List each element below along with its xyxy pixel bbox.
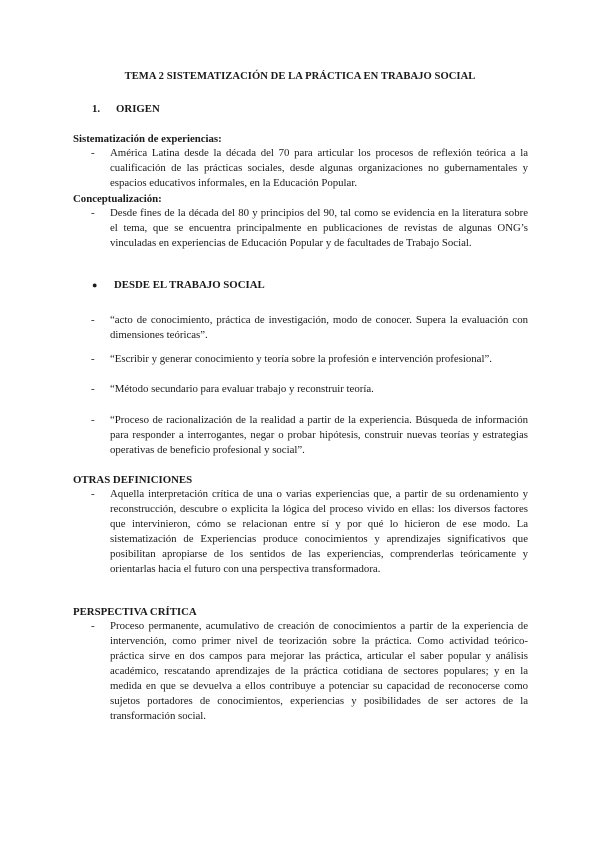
item-text: “Proceso de racionalización de la realidad a partir de la experiencia. Búsqueda de información para responder a interrogantes, negar o probar hipótesis, construir nuevas teorías y estrategias operativas de beneficio profesional y social”. bbox=[110, 414, 528, 456]
heading-otras-definiciones: OTRAS DEFINICIONES bbox=[73, 474, 193, 486]
heading-label: DESDE EL TRABAJO SOCIAL bbox=[114, 279, 265, 291]
heading-trabajo-social bbox=[92, 279, 265, 291]
item-text: Proceso permanente, acumulativo de creación de conocimientos a partir de la experiencia de intervención, como primer nivel de teorización sobre la práctica. Como actividad teórico-práctica sirve en dos campos para mejorar las práctica, articular el saber popular y análisis académico, rescatando aprendizajes de la práctica cotidiana de sectores populares; y en la medida en que se devuelva a ellos contribuye a potenciar su capacidad de reconocerse como sujetos portadores de conocimientos, experiencias y posibilidades de ser actores de la transformación social. bbox=[110, 620, 528, 722]
dash-bullet: - bbox=[91, 488, 95, 500]
section-label: ORIGEN bbox=[116, 103, 160, 115]
dash-bullet: - bbox=[91, 414, 95, 426]
list-item bbox=[73, 313, 528, 343]
document-title: TEMA 2 SISTEMATIZACIÓN DE LA PRÁCTICA EN TRABAJO SOCIAL bbox=[124, 71, 476, 82]
item-text: “Escribir y generar conocimiento y teoría sobre la profesión e intervención profesional”. bbox=[110, 353, 492, 365]
section-heading-origen bbox=[92, 103, 160, 115]
item-text: “acto de conocimiento, práctica de investigación, modo de conocer. Supera la evaluación con dimensiones teóricas”. bbox=[110, 314, 528, 341]
item-text: “Método secundario para evaluar trabajo y reconstruir teoría. bbox=[110, 383, 374, 395]
item-text: Aquella interpretación crítica de una o varias experiencias que, a partir de su ordenamiento y reconstrucción, descubre o explicita la lógica del proceso vivido en ellas: los diversos factores que intervinieron, cómo se relacionan entre sí y por qué lo hicieron de ese modo. La sistematización de Experiencias produce conocimientos y aprendizajes significativos que posibilitan apropiarse de los sentidos de las experiencias, comprenderlas teóricamente y orientarlas hacia el futuro con una perspectiva transformadora. bbox=[110, 488, 528, 575]
list-item-otras-definiciones bbox=[73, 487, 528, 577]
dash-bullet: - bbox=[91, 383, 95, 395]
bullet-icon: ● bbox=[92, 280, 98, 290]
list-item-sistematizacion bbox=[73, 146, 528, 191]
heading-sistematizacion: Sistematización de experiencias: bbox=[73, 133, 222, 145]
dash-bullet: - bbox=[91, 314, 95, 326]
list-item-perspectiva-critica bbox=[73, 619, 528, 724]
section-number: 1. bbox=[92, 103, 101, 115]
heading-perspectiva-critica: PERSPECTIVA CRÍTICA bbox=[73, 606, 197, 618]
list-item bbox=[73, 382, 528, 397]
list-item bbox=[73, 413, 528, 458]
dash-bullet: - bbox=[91, 620, 95, 632]
dash-bullet: - bbox=[91, 353, 95, 365]
dash-bullet: - bbox=[91, 207, 95, 219]
heading-conceptualizacion: Conceptualización: bbox=[73, 193, 162, 205]
item-text: América Latina desde la década del 70 para articular los procesos de reflexión teórica a la cualificación de las prácticas sociales, desde algunas organizaciones no gubernamentales y espacios educativos informales, en la Educación Popular. bbox=[110, 147, 528, 189]
dash-bullet: - bbox=[91, 147, 95, 159]
list-item bbox=[73, 352, 528, 367]
list-item-conceptualizacion bbox=[73, 206, 528, 251]
item-text: Desde fines de la década del 80 y principios del 90, tal como se evidencia en la literatura sobre el tema, que se encuentra principalmente en publicaciones de revistas de algunas ONG’s vinculadas en experiencias de Educación Popular y de facultades de Trabajo Social. bbox=[110, 207, 528, 249]
